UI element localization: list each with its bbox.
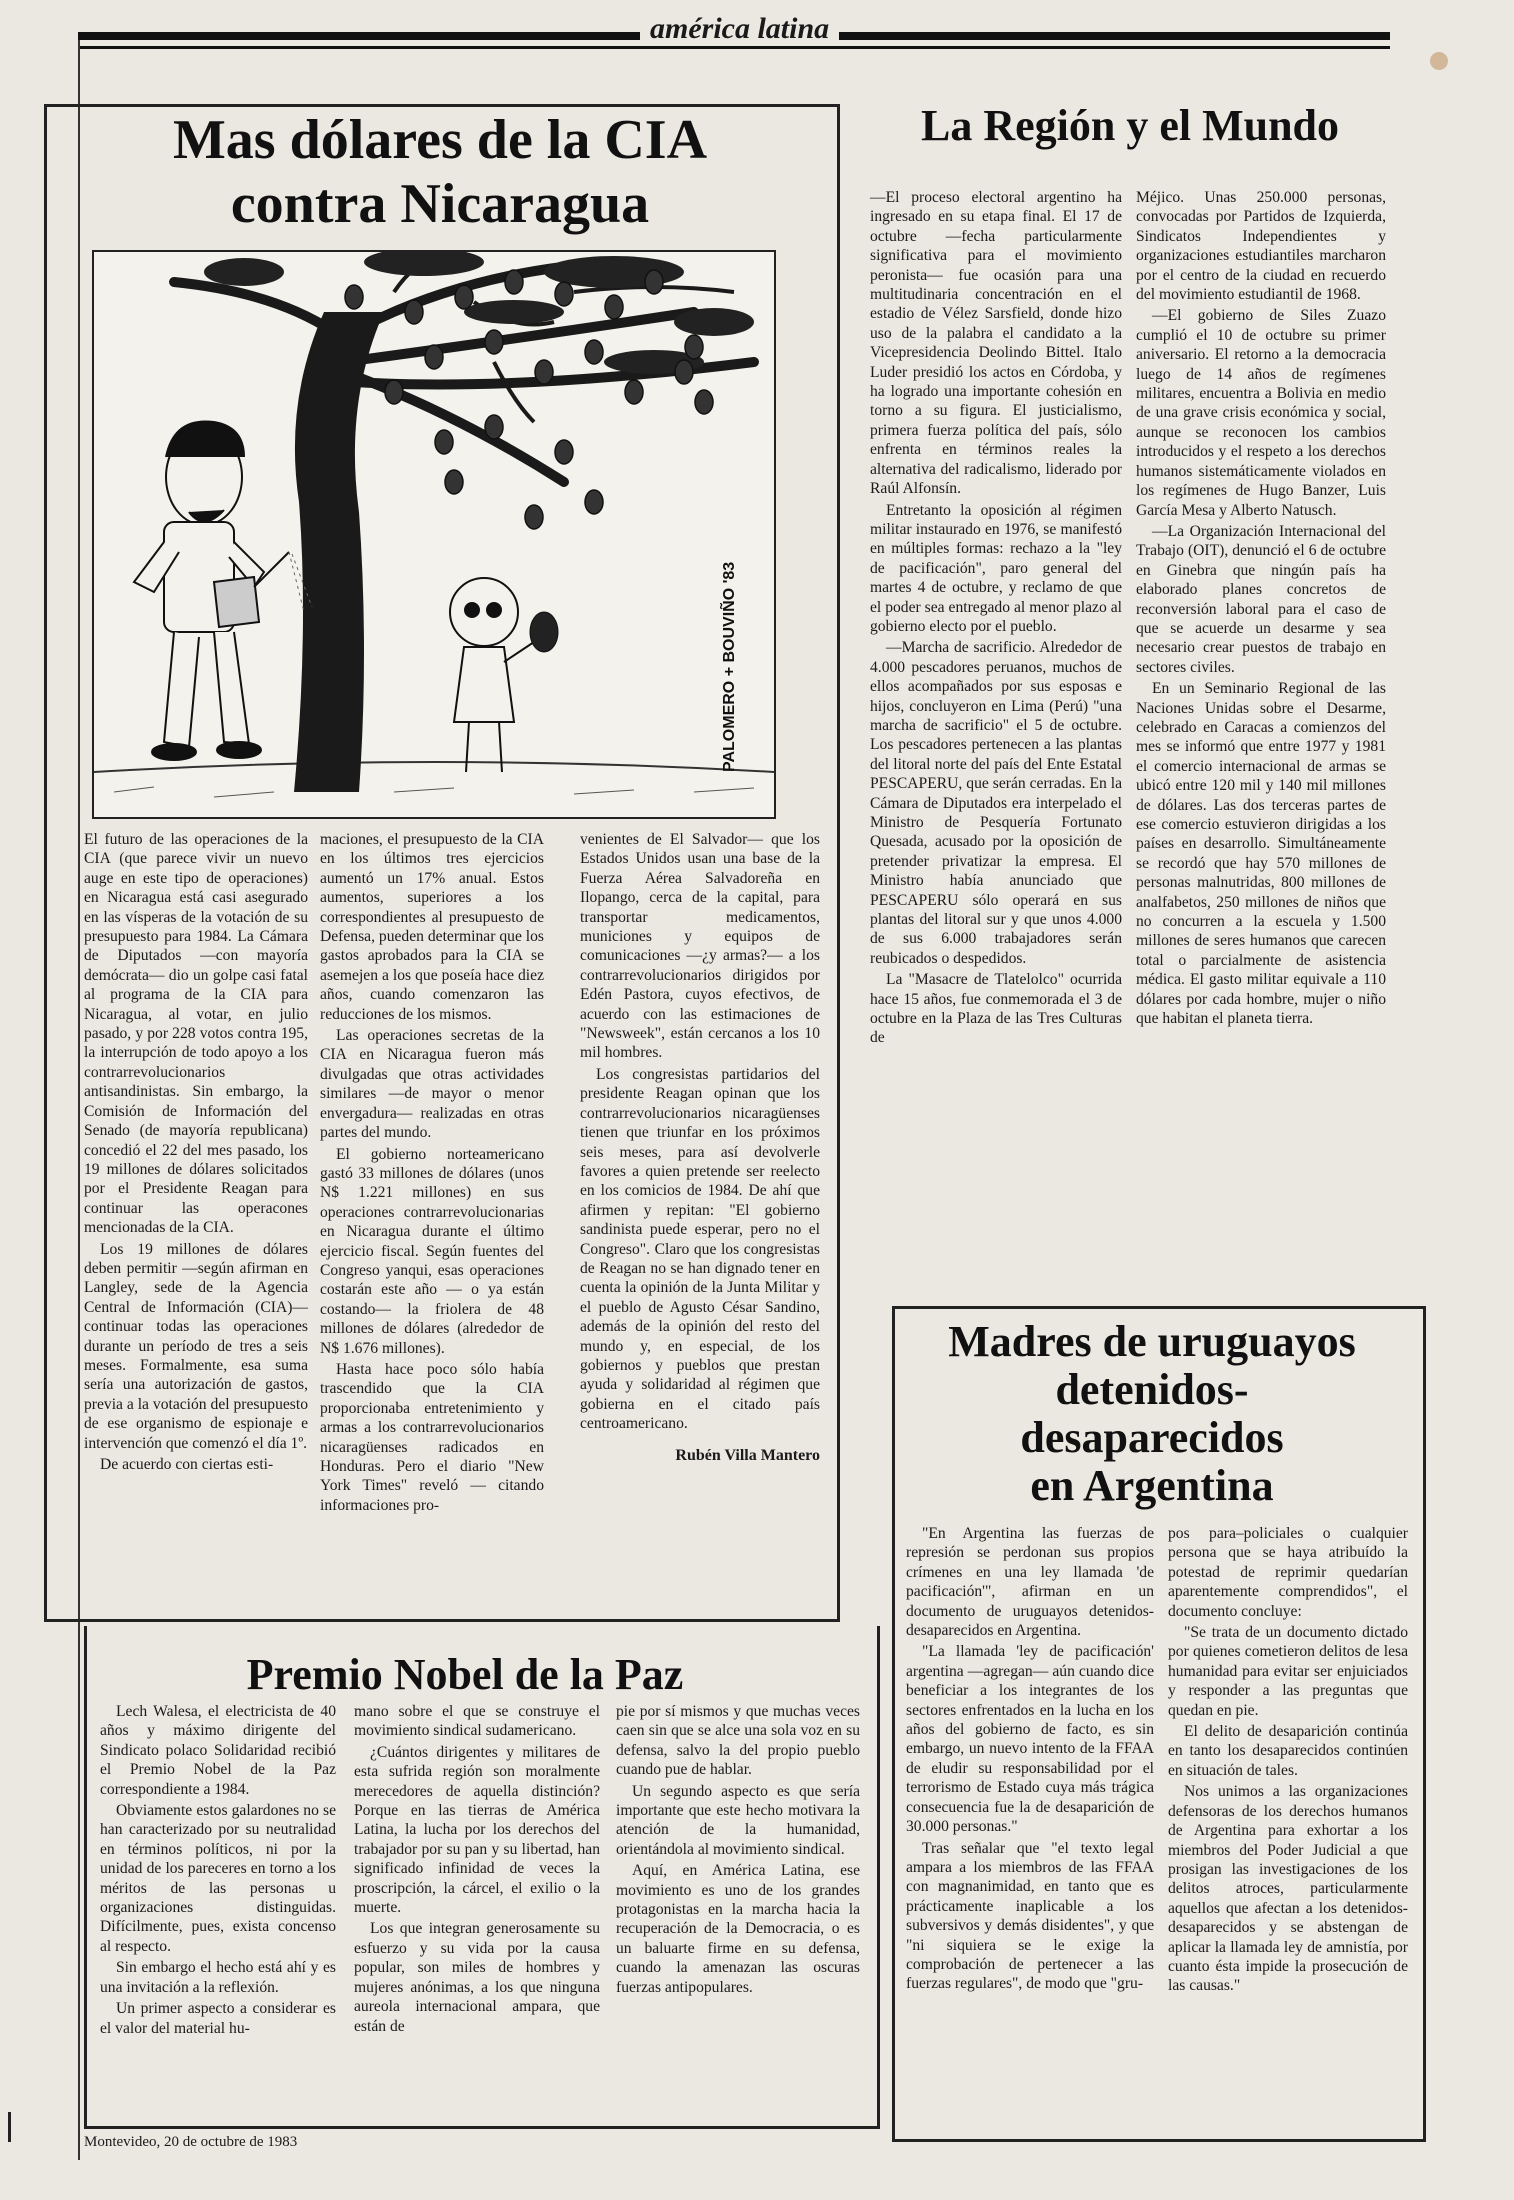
madres-paragraph: Nos unimos a las organizaciones defensoras de los derechos humanos de Argentina para exhortar a los miembros del Poder Judicial a que prosigan las investigaciones de los delitos atroces, particularmente aquellos que afectan a los detenidos-desaparecidos y se abstengan de aplicar la llamada ley de amnistía, por cuanto ésta impide la prosecución de las causas." (1168, 1783, 1408, 1995)
nobel-paragraph: ¿Cuántos dirigentes y militares de esta sufrida región son moralmente merecedores de aquella distinción? Porque en las tierras de América Latina, la lucha por los derechos del trabajador por su pan y su libertad, han significado infinidad de veces la proscripción, la cárcel, el exilio o la muerte. (354, 1743, 600, 1917)
margin-mark (8, 2112, 11, 2142)
madres-paragraph: Tras señalar que "el texto legal ampara a los miembros de las FFAA con magnanimidad, en tanto que es prácticamente inaplicable a los subversivos y demás disidentes", y que "ni siquiera se le exige la comprobación de pertenecer a las fuerzas regulares", de modo que "gru- (906, 1839, 1154, 1993)
nobel-paragraph: mano sobre el que se construye el movimiento sindical sudamericano. (354, 1703, 600, 1740)
nobel-paragraph: pie por sí mismos y que muchas veces caen sin que se alce una sola voz en su defensa, salvo la del propio pueblo cuando pue de hablar. (616, 1703, 860, 1779)
nobel-col-1 (100, 1702, 336, 2040)
madres-title-line: en Argentina (1030, 1461, 1274, 1510)
nobel-paragraph: Sin embargo el hecho está ahí y es una invitación a la reflexión. (100, 1959, 336, 1996)
cia-paragraph: Las operaciones secretas de la CIA en Nicaragua fueron más divulgadas que otras actividades similares —de mayor o menor envergadura— realizadas en otras partes del mundo. (320, 1027, 544, 1142)
region-paragraph: Entretanto la oposición al régimen militar instaurado en 1976, se manifestó en múltiples formas: rechazo a la "ley de pacificación", paro general del martes 4 de octubre, y reclamo de que el poder sea entregado al menor plazo al gobierno electo por el pueblo. (870, 501, 1122, 635)
nobel-col-3 (616, 1702, 860, 1999)
cia-paragraph: Los 19 millones de dólares deben permitir —según afirman en Langley, sede de la Agencia Central de Información (CIA)— continuar todas las operaciones durante un período de tres a seis meses. Formalmente, esa suma sería una autorización de gastos, previa a la votación del presupuesto de ese organismo de espionaje e intervención que comenzó el día 1º. (84, 1240, 308, 1452)
dateline-footer: Montevideo, 20 de octubre de 1983 (84, 2134, 298, 2150)
region-paragraph: —Marcha de sacrificio. Alrededor de 4.000 pescadores peruanos, muchos de ellos acompañados por sus esposas e hijos, concluyeron en Lima (Perú) "una marcha de sacrificio" el 5 de octubre. Los pescadores pertenecen a las plantas del litoral norte del país del Ente Estatal PESCAPERU, que serán cerradas. En la Cámara de Diputados era interpelado el Ministro de Pesquería Fortunato Quesada, acusado por la oposición de pretender privatizar la empresa. El Ministro había anunciado que PESCAPERU sólo operará en sus plantas del litoral sur y que unos 4.000 de sus 6.000 trabajadores serán reubicados o despedidos. (870, 639, 1122, 967)
region-paragraph: Méjico. Unas 250.000 personas, convocadas por Partidos de Izquierda, Sindicatos Independientes y organizaciones estudiantiles marcharon por el centro de la ciudad en recuerdo del movimiento estudiantil de 1968. (1136, 189, 1386, 304)
cia-article-title (50, 108, 830, 236)
region-col-2 (1136, 188, 1386, 1030)
cia-paragraph: De acuerdo con ciertas esti- (100, 1456, 274, 1473)
cartoon-drawing (94, 252, 774, 817)
nobel-col-2 (354, 1702, 600, 2038)
cia-paragraph: Hasta hace poco sólo había trascendido que la CIA proporcionaba entretenimiento y armas a los contrarrevolucionarios nicaragüenses radicados en Honduras. Pero el diario "New York Times" reveló — citando informaciones pro- (320, 1360, 544, 1514)
region-paragraph: En un Seminario Regional de las Naciones Unidas sobre el Desarme, celebrado en Caracas a comienzos del mes se informó que entre 1977 y 1981 el comercio internacional de armas se ubicó entre 120 mil y 140 mil millones de dólares. Las dos terceras partes de ese comercio estuvieron dirigidas a los países en desarrollo. Simultáneamente se recordó que hay 570 millones de personas malnutridas, 800 millones de analfabetos, 250 millones de niños que no concurren a la escuela y 1.500 millones de seres humanos que carecen total o parcialmente de asistencia médica. El gasto militar equivale a 110 dólares por cada hombre, mujer o niño que habitan el planeta tierra. (1136, 680, 1386, 1028)
madres-paragraph: pos para–policiales o cualquier persona que se haya atribuído la potestad de reprimir quedarían aparentemente comprendidos", el documento concluye: (1168, 1525, 1408, 1620)
madres-paragraph: "La llamada 'ley de pacificación' argentina —agregan— aún cuando dice beneficiar a los integrantes de los sectores enfrentados en la lucha en los años del gobierno de facto, es sin embargo, un nuevo intento de la FFAA de eludir su responsabilidad por el terrorismo de Estado cuya más trágica consecuencia fue la de desaparición de 30.000 personas." (906, 1643, 1154, 1836)
madres-paragraph: El delito de desaparición continúa en tanto los desaparecidos continúen en situación de tales. (1168, 1723, 1408, 1779)
nobel-article-title: Premio Nobel de la Paz (246, 1650, 684, 1699)
cia-byline: Rubén Villa Mantero (675, 1446, 820, 1464)
nobel-paragraph: Un primer aspecto a considerar es el valor del material hu- (100, 2000, 336, 2037)
political-cartoon (92, 250, 776, 819)
madres-title-line: Madres de uruguayos (948, 1317, 1356, 1366)
madres-paragraph: "En Argentina las fuerzas de represión se perdonan sus propios crímenes en una ley llamada 'de pacificación'", afirman en un documento de uruguayos detenidos-desaparecidos en Argentina. (906, 1525, 1154, 1640)
madres-title-line: detenidos- (1055, 1365, 1249, 1414)
cia-col-1 (84, 830, 308, 1476)
cia-paragraph: El futuro de las operaciones de la CIA (que parece vivir un nuevo auge en este tipo de operaciones) en Nicaragua está casi asegurado en las vísperas de la votación de su presupuesto para 1984. La Cámara de Diputados —con mayoría demócrata— dio un golpe casi fatal al programa de la CIA para Nicaragua, al votar, en julio pasado, y por 228 votos contra 195, la interrupción de todo apoyo a los contrarrevolucionarios antisandinistas. Sin embargo, la Comisión de Información del Senado (de mayoría republicana) concedió el 22 del mes pasado, los 19 millones de dólares solicitados por el Presidente Reagan para continuar las operacones mencionadas de la CIA. (84, 831, 308, 1237)
cia-paragraph: venientes de El Salvador— que los Estados Unidos usan una base de la Fuerza Aérea Salvadoreña en Ilopango, cerca de la capital, para transportar medicamentos, municiones y equipos de comunicaciones —¿y armas?— a los contrarrevolucionarios dirigidos por Edén Pastora, cuyos efectivos, de acuerdo con las estimaciones de "Newsweek", están cercanos a los 10 mil hombres. (580, 831, 820, 1062)
madres-col-2 (1168, 1524, 1408, 1998)
cia-paragraph: El gobierno norteamericano gastó 33 millones de dólares (unos N$ 1.221 millones) en sus operaciones contrarrevolucionarias en Nicaragua durante el último ejercicio fiscal. Según fuentes del Congreso yanqui, esas operaciones costarán este año — o ya están costando— la friolera de 48 millones de dólares (alrededor de N$ 1.676 millones). (320, 1145, 544, 1357)
cia-paragraph: maciones, el presupuesto de la CIA en los últimos tres ejercicios aumentó un 17% anual. Estos aumentos, superiores a los correspondientes al presupuesto de Defensa, pueden determinar que los gastos aprobados para la CIA se asemejen a los que poseía hace diez años, cuando comenzaron las reducciones de los mismos. (320, 831, 544, 1023)
madres-col-1 (906, 1524, 1154, 1996)
region-paragraph: —La Organización Internacional del Trabajo (OIT), denunció el 6 de octubre en Ginebra que ningún país ha elaborado planes concretos de reconversión laboral para el caso de que se acuerde un desarme y sea necesario crear puestos de trabajo en sectores civiles. (1136, 522, 1386, 676)
madres-article-title (892, 1318, 1412, 1510)
region-col-1 (870, 188, 1122, 1050)
cia-col-3 (580, 830, 820, 1467)
nobel-paragraph: Aquí, en América Latina, ese movimiento es uno de los grandes protagonistas en la marcha hacia la recuperación de la Democracia, o es un baluarte firme en su defensa, cuando la amenazan las oscuras fuerzas antipopulares. (616, 1862, 860, 1996)
header-rule-thin (78, 46, 1390, 49)
cia-title-line2: contra Nicaragua (230, 173, 650, 235)
cia-paragraph: Los congresistas partidarios del presidente Reagan opinan que los contrarrevolucionarios nicaragüenses tienen que triunfar en los próximos seis meses, para así devolverle favores a quien pretende ser reelecto en los comicios de 1984. De ahí que afirmen y repitan: "El gobierno sandinista puede esperar, pero no el Congreso". Claro que los congresistas de Reagan no se han dignado tener en cuenta la opinión de la Junta Militar y el pueblo de Agusto César Sandino, además de la opinión del resto del mundo y, en especial, de los gobiernos y pueblos que prestan ayuda y solidaridad al régimen que gobierna en el citado país centroamericano. (580, 1065, 820, 1433)
madres-paragraph: "Se trata de un documento dictado por quienes cometieron delitos de lesa humanidad para evitar ser enjuiciados y responder a las preguntas que quedan en pie. (1168, 1624, 1408, 1719)
nobel-paragraph: Los que integran generosamente su esfuerzo y su vida por la causa popular, son miles de hombres y mujeres anónimas, a los que ninguna aureola internacional ampara, que están de (354, 1920, 600, 2035)
cartoon-signature: PALOMERO + BOUVIÑO '83 (721, 561, 738, 772)
nobel-paragraph: Lech Walesa, el electricista de 40 años y máximo dirigente del Sindicato polaco Solidaridad recibió el Premio Nobel de la Paz correspondiente a 1984. (100, 1703, 336, 1798)
region-paragraph: La "Masacre de Tlatelolco" ocurrida hace 15 años, fue conmemorada el 3 de octubre en la Plaza de las Tres Culturas de (870, 971, 1122, 1047)
cia-col-2 (320, 830, 544, 1517)
nobel-paragraph: Un segundo aspecto es que sería importante que este hecho motivara la atención de la humanidad, orientándola al movimiento sindical. (616, 1782, 860, 1858)
region-article-title: La Región y el Mundo (920, 101, 1340, 150)
region-paragraph: —El gobierno de Siles Zuazo cumplió el 10 de octubre su primer aniversario. El retorno a la democracia luego de 14 años de regímenes militares, encuentra a Bolivia en medio de una grave crisis económica y social, aunque se reconocen los cambios introducidos y el respeto a los derechos humanos sistemáticamente violados en los regímenes de Hugo Banzer, Luis García Mesa y Alberto Natusch. (1136, 307, 1386, 519)
region-paragraph: —El proceso electoral argentino ha ingresado en su etapa final. El 17 de octubre —fecha particularmente significativa para el movimiento peronista— fue ocasión para una multitudinaria concentración en el estadio de Vélez Sarsfield, donde hizo uso de la palabra el candidato a la Vicepresidencia Deolindo Bittel. Italo Luder presidió los actos en Córdoba, y ha logrado una importante cohesión en torno a su figura. El justicialismo, primera fuerza política del país, sólo enfrenta en términos reales la alternativa del radicalismo, liderado por Raúl Alfonsín. (870, 189, 1122, 498)
paper-stain (1430, 52, 1448, 70)
madres-title-line: desaparecidos (1020, 1413, 1284, 1462)
cia-title-line1: Mas dólares de la CIA (172, 109, 708, 171)
section-header: américa latina (640, 12, 839, 46)
nobel-paragraph: Obviamente estos galardones no se han caracterizado por su neutralidad en términos políticos, ni por la unidad de los pareceres en torno a los méritos de las personas u organizaciones distinguidas. Difícilmente, pues, exista concenso al respecto. (100, 1802, 336, 1955)
